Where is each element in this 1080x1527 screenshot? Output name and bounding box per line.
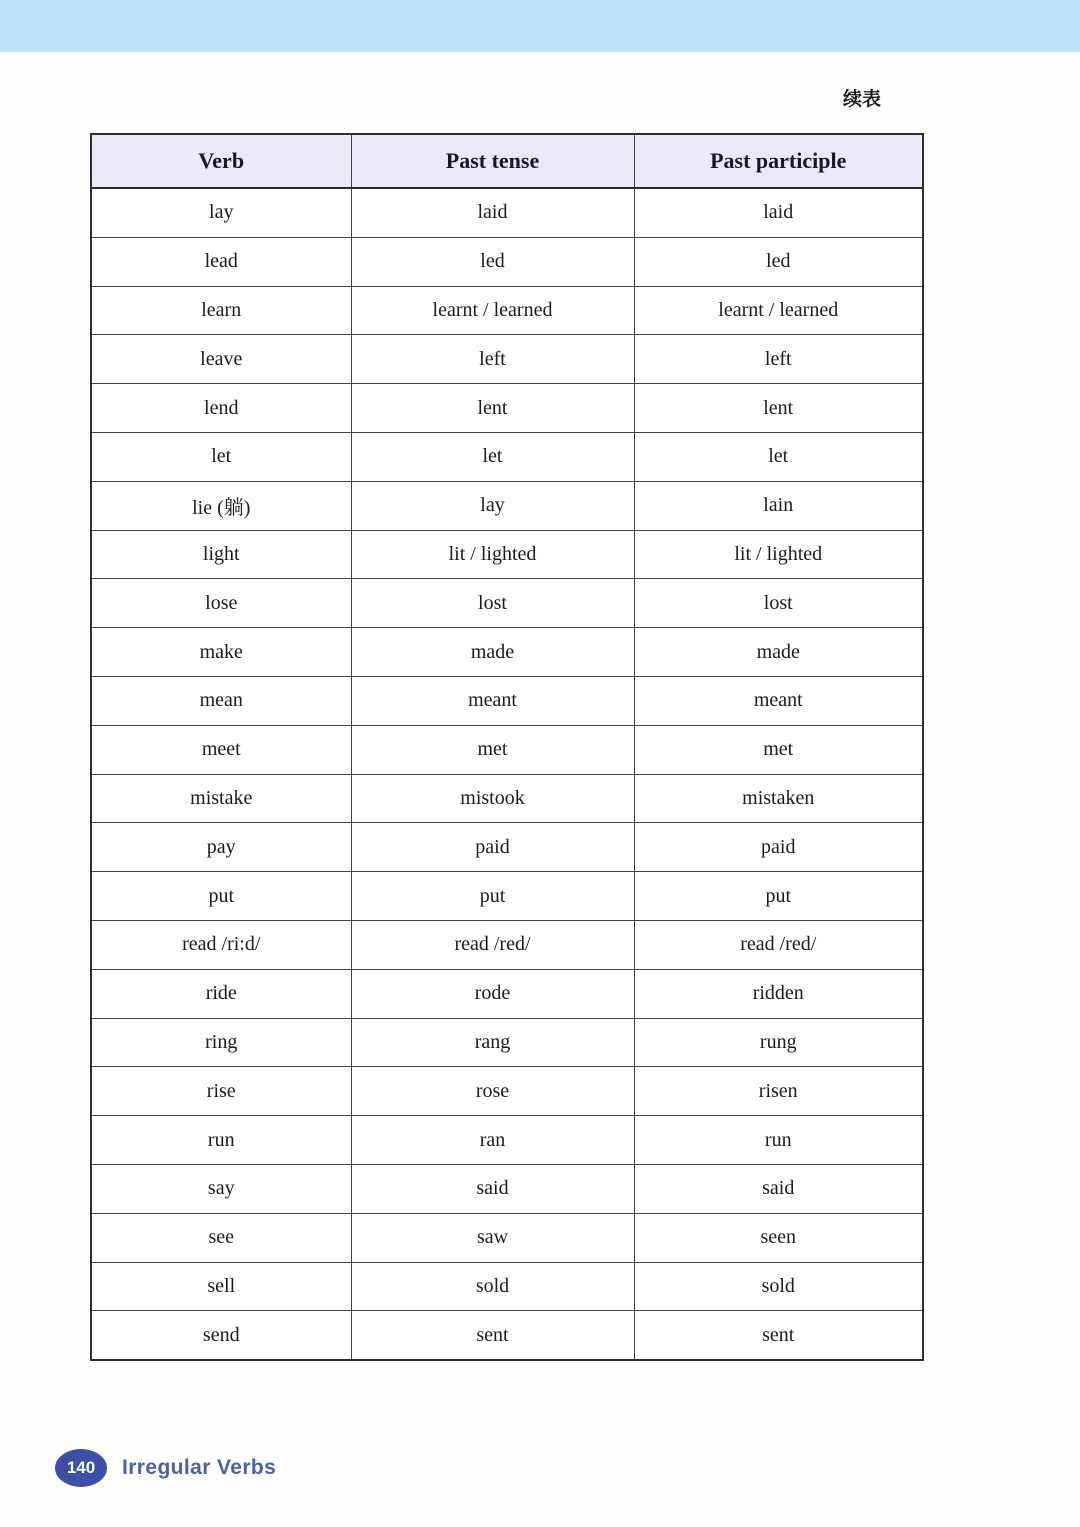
- table-cell: run: [91, 1116, 351, 1165]
- table-cell: led: [634, 237, 923, 286]
- table-cell: rode: [351, 969, 634, 1018]
- table-cell: learn: [91, 286, 351, 335]
- table-cell: lent: [351, 384, 634, 433]
- page-top-band: [0, 0, 1080, 52]
- table-row: [91, 1067, 923, 1116]
- table-cell: made: [634, 628, 923, 677]
- table-cell: make: [91, 628, 351, 677]
- table-row: [91, 384, 923, 433]
- table-cell: rose: [351, 1067, 634, 1116]
- table-row: [91, 530, 923, 579]
- table-cell: see: [91, 1213, 351, 1262]
- column-header-past-tense: Past tense: [351, 134, 634, 188]
- table-cell: put: [91, 872, 351, 921]
- table-cell: mistake: [91, 774, 351, 823]
- table-row: [91, 481, 923, 530]
- table-cell: said: [351, 1164, 634, 1213]
- table-cell: let: [351, 432, 634, 481]
- table-cell: lost: [351, 579, 634, 628]
- table-cell: lie (躺): [91, 481, 351, 530]
- table-cell: saw: [351, 1213, 634, 1262]
- table-cell: met: [634, 725, 923, 774]
- page-footer: [55, 1449, 276, 1487]
- table-cell: lost: [634, 579, 923, 628]
- table-cell: lend: [91, 384, 351, 433]
- column-header-past-participle: Past participle: [634, 134, 923, 188]
- table-row: [91, 1213, 923, 1262]
- table-cell: meant: [634, 676, 923, 725]
- table-cell: sold: [351, 1262, 634, 1311]
- table-row: [91, 188, 923, 237]
- page-number-badge: [55, 1449, 107, 1487]
- table-cell: mistook: [351, 774, 634, 823]
- page-number: 140: [66, 1458, 96, 1477]
- table-cell: say: [91, 1164, 351, 1213]
- table-cell: lay: [91, 188, 351, 237]
- table-cell: lay: [351, 481, 634, 530]
- table-row: [91, 823, 923, 872]
- table-cell: read /ri:d/: [91, 920, 351, 969]
- table-cell: lit / lighted: [634, 530, 923, 579]
- table-cell: left: [634, 335, 923, 384]
- table-cell: send: [91, 1311, 351, 1360]
- table-cell: run: [634, 1116, 923, 1165]
- table-cell: left: [351, 335, 634, 384]
- table-cell: met: [351, 725, 634, 774]
- table-cell: laid: [634, 188, 923, 237]
- table-cell: ring: [91, 1018, 351, 1067]
- table-cell: sent: [351, 1311, 634, 1360]
- table-cell: paid: [634, 823, 923, 872]
- table-cell: meet: [91, 725, 351, 774]
- table-row: [91, 1018, 923, 1067]
- table-cell: put: [634, 872, 923, 921]
- table-cell: said: [634, 1164, 923, 1213]
- table-cell: rise: [91, 1067, 351, 1116]
- table-cell: leave: [91, 335, 351, 384]
- table-cell: ran: [351, 1116, 634, 1165]
- table-row: [91, 237, 923, 286]
- table-cell: learnt / learned: [351, 286, 634, 335]
- table-cell: pay: [91, 823, 351, 872]
- section-title: Irregular Verbs: [122, 1456, 277, 1479]
- table-row: [91, 1164, 923, 1213]
- table-row: [91, 872, 923, 921]
- table-cell: ridden: [634, 969, 923, 1018]
- table-cell: lent: [634, 384, 923, 433]
- table-row: [91, 969, 923, 1018]
- table-cell: laid: [351, 188, 634, 237]
- irregular-verbs-table: [90, 133, 924, 1361]
- table-cell: rang: [351, 1018, 634, 1067]
- table-header-row: [91, 134, 923, 188]
- table-continued-label: 续表: [843, 88, 882, 110]
- table-cell: lose: [91, 579, 351, 628]
- table-cell: lead: [91, 237, 351, 286]
- table-cell: read /red/: [351, 920, 634, 969]
- table-cell: meant: [351, 676, 634, 725]
- table-row: [91, 432, 923, 481]
- table-cell: mean: [91, 676, 351, 725]
- table-row: [91, 1311, 923, 1360]
- table-cell: seen: [634, 1213, 923, 1262]
- table-cell: paid: [351, 823, 634, 872]
- table-cell: mistaken: [634, 774, 923, 823]
- table-row: [91, 628, 923, 677]
- table-row: [91, 1116, 923, 1165]
- table-cell: risen: [634, 1067, 923, 1116]
- table-cell: ride: [91, 969, 351, 1018]
- table-row: [91, 676, 923, 725]
- table-cell: rung: [634, 1018, 923, 1067]
- table-cell: sold: [634, 1262, 923, 1311]
- table-cell: read /red/: [634, 920, 923, 969]
- table-cell: let: [91, 432, 351, 481]
- column-header-verb: Verb: [91, 134, 351, 188]
- table-row: [91, 725, 923, 774]
- table-cell: learnt / learned: [634, 286, 923, 335]
- table-cell: made: [351, 628, 634, 677]
- table-row: [91, 920, 923, 969]
- table-cell: lain: [634, 481, 923, 530]
- table-cell: lit / lighted: [351, 530, 634, 579]
- table-cell: sent: [634, 1311, 923, 1360]
- table-row: [91, 579, 923, 628]
- table-cell: led: [351, 237, 634, 286]
- table-row: [91, 286, 923, 335]
- table-row: [91, 1262, 923, 1311]
- table-cell: light: [91, 530, 351, 579]
- table-row: [91, 335, 923, 384]
- table-cell: sell: [91, 1262, 351, 1311]
- table-cell: put: [351, 872, 634, 921]
- table-cell: let: [634, 432, 923, 481]
- table-row: [91, 774, 923, 823]
